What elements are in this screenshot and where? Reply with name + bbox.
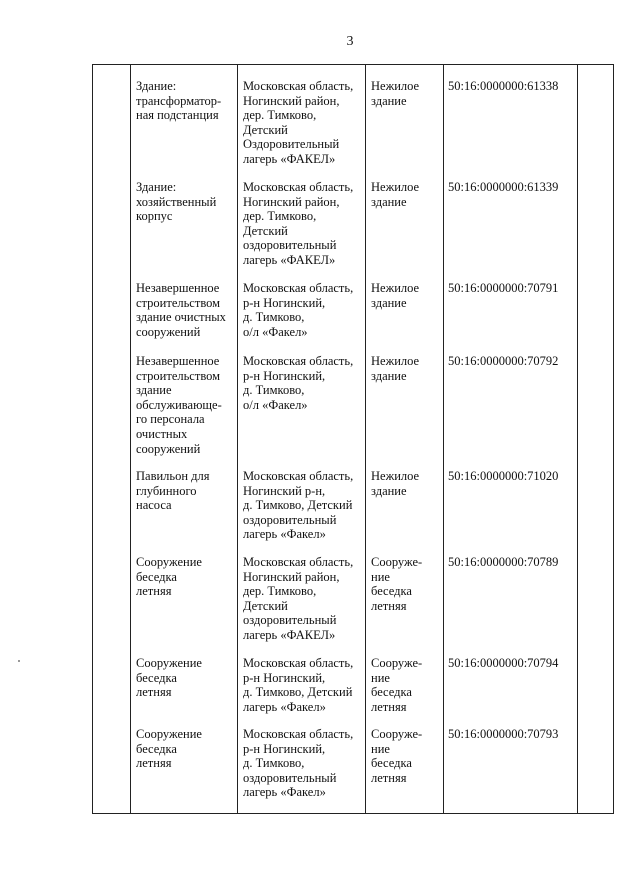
column-divider [443,65,444,813]
object-name: Незавершенное строительством здание обслуживающе- го персонала очистных сооружений [136,354,222,456]
object-address: Московская область, Ногинский район, дер. Тимково, Детский оздоровительный лагерь «ФАКЕЛ» [243,555,354,642]
object-type: Сооруже- ние беседка летняя [371,656,423,714]
object-address: Московская область, р-н Ногинский, д. Тимково, о/л «Факел» [243,354,354,412]
object-address: Московская область, р-н Ногинский, д. Тимково, Детский лагерь «Факел» [243,656,354,714]
object-address: Московская область, Ногинский район, дер. Тимково, Детский оздоровительный лагерь «ФАКЕЛ» [243,180,354,267]
object-type: Нежилое здание [371,281,420,310]
cadastral-number: 50:16:0000000:70789 [448,555,559,569]
object-name: Сооружение беседка летняя [136,555,202,599]
object-type: Нежилое здание [371,469,420,498]
object-address: Московская область, р-н Ногинский, д. Тимково, о/л «Факел» [243,281,354,339]
object-name: Здание: хозяйственный корпус [136,180,217,224]
column-divider [577,65,578,813]
cadastral-number: 50:16:0000000:70793 [448,727,559,741]
cadastral-number: 50:16:0000000:61338 [448,79,559,93]
page-number: 3 [346,34,354,49]
cadastral-number: 50:16:0000000:70791 [448,281,559,295]
object-type: Нежилое здание [371,79,420,108]
cadastral-number: 50:16:0000000:71020 [448,469,559,483]
scan-speck [18,660,20,662]
cadastral-number: 50:16:0000000:61339 [448,180,559,194]
object-address: Московская область, р-н Ногинский, д. Тимково, оздоровительный лагерь «Факел» [243,727,354,800]
object-name: Сооружение беседка летняя [136,656,202,700]
object-name: Незавершенное строительством здание очистных сооружений [136,281,226,339]
property-table [92,64,614,814]
object-name: Здание: трансформатор- ная подстанция [136,79,222,123]
object-type: Нежилое здание [371,354,420,383]
cadastral-number: 50:16:0000000:70794 [448,656,559,670]
column-divider [130,65,131,813]
object-address: Московская область, Ногинский р-н, д. Тимково, Детский оздоровительный лагерь «Факел» [243,469,354,542]
object-type: Сооруже- ние беседка летняя [371,555,423,613]
column-divider [365,65,366,813]
object-name: Павильон для глубинного насоса [136,469,210,513]
object-name: Сооружение беседка летняя [136,727,202,771]
object-type: Нежилое здание [371,180,420,209]
object-address: Московская область, Ногинский район, дер. Тимково, Детский Оздоровительный лагерь «ФАКЕЛ» [243,79,354,166]
object-type: Сооруже- ние беседка летняя [371,727,423,785]
cadastral-number: 50:16:0000000:70792 [448,354,559,368]
